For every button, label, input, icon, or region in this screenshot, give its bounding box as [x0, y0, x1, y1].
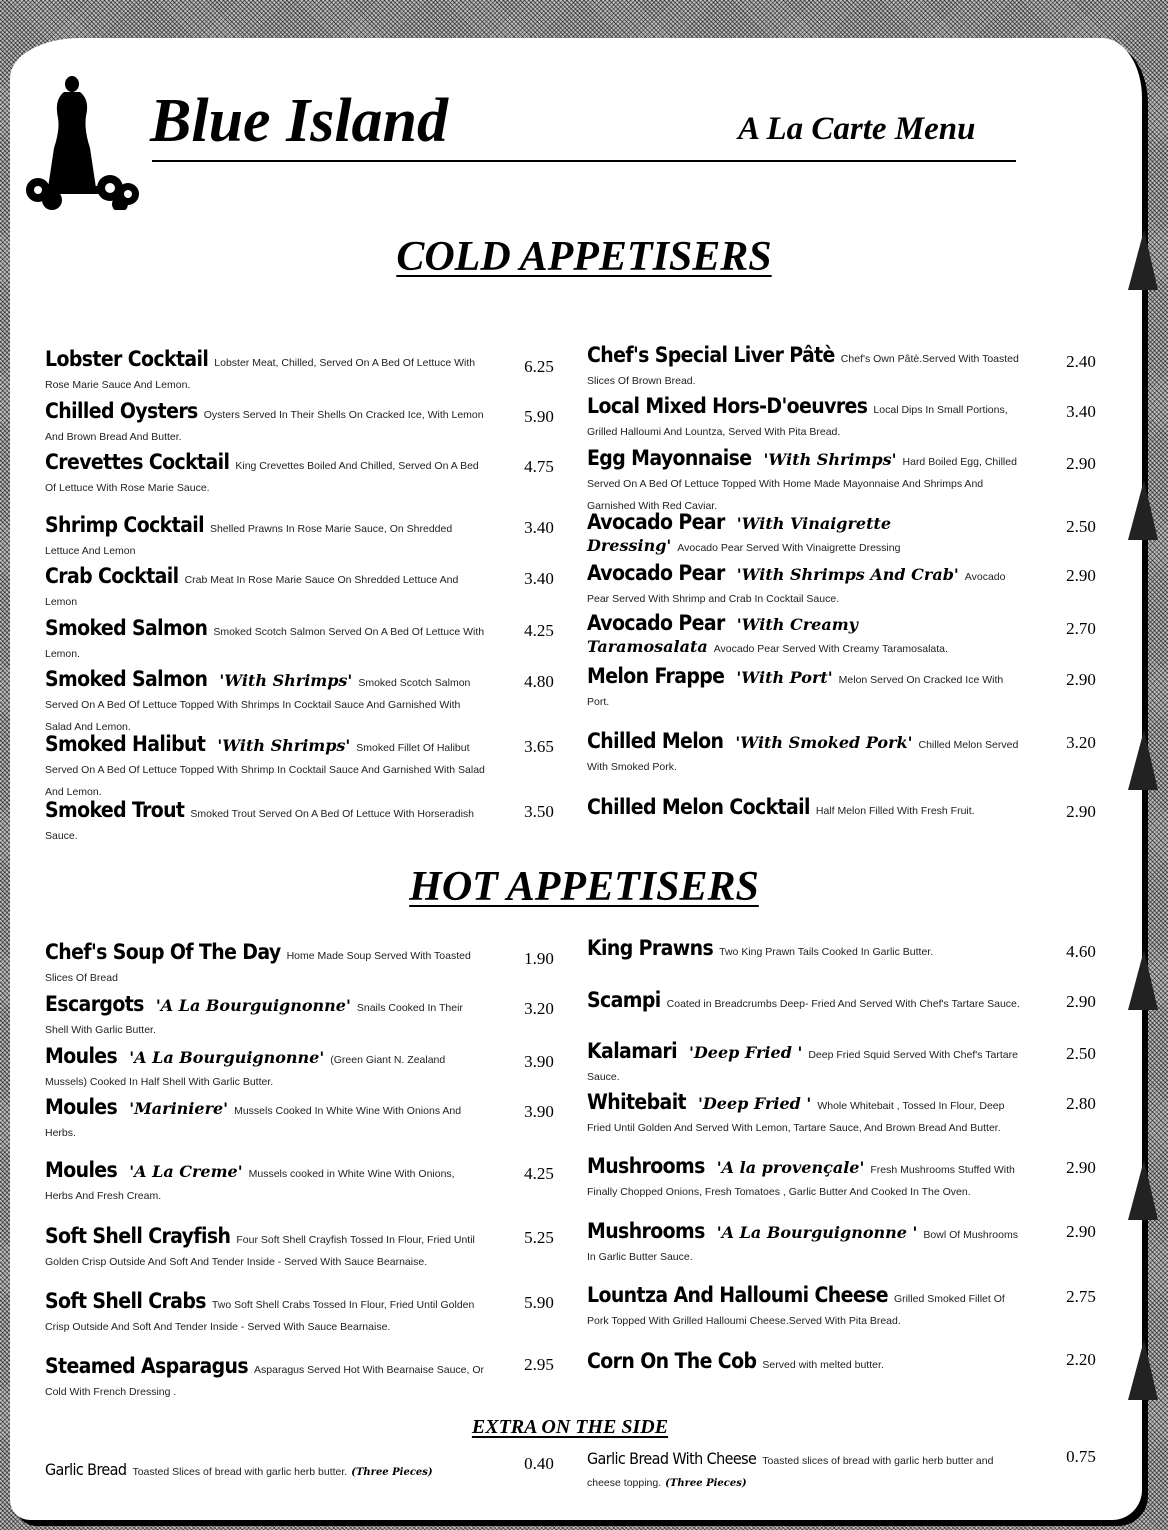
item-name: Chilled Melon: [587, 729, 724, 753]
menu-item: [45, 734, 485, 802]
menu-item: [587, 666, 1024, 712]
item-price: 4.80: [524, 672, 554, 691]
item-style: 'A La Bourguignonne ': [716, 1223, 918, 1242]
item-price: 5.25: [524, 1228, 554, 1247]
item-desc: Mussels cooked in White Wine With Onions, Herbs And Fresh Cream.: [45, 1168, 455, 1202]
menu-item: [587, 512, 1024, 558]
item-price: 4.60: [1066, 942, 1096, 961]
item-desc: Mussels Cooked In White Wine With Onions And Herbs.: [45, 1105, 462, 1139]
item-price: 2.90: [1066, 802, 1096, 821]
item-desc: Crab Meat In Rose Marie Sauce On Shredded Lettuce And Lemon: [45, 574, 459, 608]
menu-item: [587, 1041, 1024, 1087]
menu-item: [45, 1356, 485, 1402]
item-name: Garlic Bread With Cheese: [587, 1449, 757, 1468]
item-style: 'A la provençale': [716, 1158, 865, 1177]
menu-item: [587, 345, 1024, 391]
item-desc: Coated in Breadcrumbs Deep- Fried And Served With Chef's Tartare Sauce.: [666, 998, 1020, 1010]
item-name: Whitebait: [587, 1090, 686, 1114]
item-price: 2.50: [1066, 1044, 1096, 1063]
item-desc: King Crevettes Boiled And Chilled, Served On A Bed Of Lettuce With Rose Marie Sauce.: [45, 460, 479, 494]
item-style: 'Mariniere': [129, 1099, 229, 1118]
item-desc: Whole Whitebait , Tossed In Flour, Deep Fried Until Golden And Served With Lemon, Tartare Sauce, And Brown Bread And Butter.: [587, 1100, 1005, 1134]
menu-item: [45, 1226, 485, 1272]
item-desc: Four Soft Shell Crayfish Tossed In Flour, Fried Until Golden Crisp Outside And Soft And Tender Inside - Served With Sauce Bearnaise.: [45, 1234, 475, 1268]
restaurant-title: Blue Island: [150, 87, 449, 155]
menu-item: [45, 994, 485, 1040]
item-name: Soft Shell Crabs: [45, 1289, 206, 1313]
item-price: 2.80: [1066, 1094, 1096, 1113]
item-style: 'A La Bourguignonne': [129, 1048, 325, 1067]
item-style: 'With Shrimps': [217, 736, 351, 755]
item-style: (Three Pieces): [351, 1467, 433, 1478]
menu-item: [45, 800, 485, 846]
menu-subtitle: A La Carte Menu: [738, 111, 976, 147]
menu-item: [45, 349, 485, 395]
menu-item: [45, 1160, 485, 1206]
menu-item: [45, 618, 485, 664]
item-price: 1.90: [524, 949, 554, 968]
item-desc: Melon Served On Cracked Ice With Port.: [587, 674, 1004, 708]
item-desc: Asparagus Served Hot With Bearnaise Sauce, Or Cold With French Dressing .: [45, 1364, 484, 1398]
item-style: 'With Vinaigrette Dressing': [587, 514, 892, 555]
item-price: 2.75: [1066, 1287, 1096, 1306]
item-name: Soft Shell Crayfish: [45, 1224, 231, 1248]
item-name: Scampi: [587, 988, 661, 1012]
item-desc: Chilled Melon Served With Smoked Pork.: [587, 739, 1019, 773]
menu-item: [587, 1221, 1024, 1267]
item-price: 4.75: [524, 457, 554, 476]
item-name: Moules: [45, 1095, 118, 1119]
item-price: 3.90: [524, 1102, 554, 1121]
item-desc: Oysters Served In Their Shells On Cracked Ice, With Lemon And Brown Bread And Butter.: [45, 409, 484, 443]
menu-item: [587, 396, 1024, 442]
menu-item: [587, 1285, 1024, 1331]
item-price: 2.90: [1066, 454, 1096, 473]
item-price: 3.40: [524, 569, 554, 588]
item-desc: Hard Boiled Egg, Chilled Served On A Bed Of Lettuce Topped With Home Made Mayonnaise And Shrimps And Garnished With Red Caviar.: [587, 456, 1017, 512]
menu-item: [45, 401, 485, 447]
item-price: 5.90: [524, 1293, 554, 1312]
item-name: Crevettes Cocktail: [45, 450, 230, 474]
paper-edge-shadow: [1128, 150, 1156, 1520]
item-name: Escargots: [45, 992, 144, 1016]
menu-item: [45, 669, 485, 737]
menu-item: [587, 990, 1024, 1014]
menu-item: [587, 1156, 1024, 1202]
item-name: Garlic Bread: [45, 1460, 127, 1479]
item-desc: Half Melon Filled With Fresh Fruit.: [815, 805, 975, 817]
cold-section-heading: [0, 236, 1168, 278]
item-price: 3.50: [524, 802, 554, 821]
item-price: 2.90: [1066, 670, 1096, 689]
item-style: 'With Port': [736, 668, 833, 687]
item-desc: Bowl Of Mushrooms In Garlic Butter Sauce.: [587, 1229, 1018, 1263]
item-price: 3.65: [524, 737, 554, 756]
menu-item: [45, 1291, 485, 1337]
menu-item: [587, 613, 1024, 659]
item-style: 'A La Bourguignonne': [155, 996, 351, 1015]
menu-item: [45, 515, 485, 561]
item-name: King Prawns: [587, 936, 714, 960]
item-name: Moules: [45, 1158, 118, 1182]
item-name: Chef's Special Liver Pâtè: [587, 343, 835, 367]
item-name: Avocado Pear: [587, 510, 725, 534]
item-desc: Smoked Scotch Salmon Served On A Bed Of Lettuce With Lemon.: [45, 626, 485, 660]
item-desc: Deep Fried Squid Served With Chef's Tartare Sauce.: [587, 1049, 1018, 1083]
item-name: Chilled Melon Cocktail: [587, 795, 810, 819]
item-price: 3.90: [524, 1052, 554, 1071]
hot-section-heading: [0, 866, 1168, 908]
item-name: Melon Frappe: [587, 664, 725, 688]
item-desc: Local Dips In Small Portions, Grilled Halloumi And Lountza, Served With Pita Bread.: [587, 404, 1008, 438]
item-price: 2.90: [1066, 992, 1096, 1011]
item-price: 3.20: [524, 999, 554, 1018]
item-style: 'With Smoked Pork': [735, 733, 913, 752]
menu-item: [45, 1046, 485, 1092]
menu-item: [45, 1459, 485, 1482]
menu-item: [587, 1092, 1024, 1138]
item-price: 2.90: [1066, 566, 1096, 585]
item-price: 4.25: [524, 621, 554, 640]
item-desc: Toasted Slices of bread with garlic herb butter.: [132, 1466, 348, 1478]
item-desc: Avocado Pear Served With Shrimp and Crab In Cocktail Sauce.: [587, 571, 1006, 605]
menu-item: [45, 566, 485, 612]
item-name: Smoked Salmon: [45, 667, 208, 691]
item-desc: Served with melted butter.: [762, 1359, 884, 1371]
item-style: 'Deep Fried ': [698, 1094, 812, 1113]
item-desc: Smoked Fillet Of Halibut Served On A Bed Of Lettuce Topped With Shrimp In Cocktail Sauce And Garnished With Salad And Lemon.: [45, 742, 485, 798]
menu-item: [587, 1351, 1024, 1375]
menu-item: [45, 452, 485, 498]
menu-item: [587, 731, 1024, 777]
item-desc: Toasted slices of bread with garlic herb butter and cheese topping.: [587, 1455, 994, 1489]
item-name: Crab Cocktail: [45, 564, 179, 588]
item-name: Lobster Cocktail: [45, 347, 209, 371]
menu-item: [45, 1097, 485, 1143]
item-desc: (Green Giant N. Zealand Mussels) Cooked In Half Shell With Garlic Butter.: [45, 1054, 446, 1088]
menu-item: [587, 563, 1024, 609]
item-name: Avocado Pear: [587, 611, 725, 635]
item-price: 3.40: [1066, 402, 1096, 421]
item-desc: Avocado Pear Served With Creamy Taramosalata.: [713, 643, 948, 655]
item-price: 2.90: [1066, 1158, 1096, 1177]
item-price: 2.95: [524, 1355, 554, 1374]
item-name: Chef's Soup Of The Day: [45, 940, 281, 964]
item-desc: Lobster Meat, Chilled, Served On A Bed Of Lettuce With Rose Marie Sauce And Lemon.: [45, 357, 476, 391]
item-desc: Chef's Own Pâtè.Served With Toasted Slices Of Brown Bread.: [587, 353, 1019, 387]
item-style: 'A La Creme': [129, 1162, 243, 1181]
item-name: Local Mixed Hors-D'oeuvres: [587, 394, 868, 418]
item-name: Shrimp Cocktail: [45, 513, 204, 537]
item-desc: Avocado Pear Served With Vinaigrette Dressing: [677, 542, 901, 554]
menu-item: [587, 1448, 1024, 1493]
item-price: 2.70: [1066, 619, 1096, 638]
item-desc: Smoked Trout Served On A Bed Of Lettuce With Horseradish Sauce.: [45, 808, 474, 842]
item-name: Moules: [45, 1044, 118, 1068]
item-price: 2.90: [1066, 1222, 1096, 1241]
title-rule: [152, 160, 1016, 162]
item-name: Smoked Halibut: [45, 732, 206, 756]
item-price: 2.20: [1066, 1350, 1096, 1369]
item-name: Mushrooms: [587, 1219, 705, 1243]
menu-item: [587, 448, 1024, 516]
item-desc: Fresh Mushrooms Stuffed With Finally Chopped Onions, Fresh Tomatoes , Garlic Butter And Cooked In The Oven.: [587, 1164, 1015, 1198]
item-style: (Three Pieces): [665, 1478, 747, 1489]
item-name: Steamed Asparagus: [45, 1354, 249, 1378]
item-desc: Smoked Scotch Salmon Served On A Bed Of Lettuce Topped With Shrimps In Cocktail Sauce And Garnished With Salad And Lemon.: [45, 677, 471, 733]
item-desc: Two Soft Shell Crabs Tossed In Flour, Fried Until Golden Crisp Outside And Soft And Tender Inside - Served With Sauce Bearnaise.: [45, 1299, 475, 1333]
item-price: 3.20: [1066, 733, 1096, 752]
item-desc: Grilled Smoked Fillet Of Pork Topped With Grilled Halloumi Cheese.Served With Pita Bread.: [587, 1293, 1005, 1327]
item-name: Chilled Oysters: [45, 399, 198, 423]
item-price: 2.50: [1066, 517, 1096, 536]
statue-logo-icon: [24, 70, 144, 210]
item-price: 2.40: [1066, 352, 1096, 371]
item-name: Egg Mayonnaise: [587, 446, 752, 470]
item-name: Mushrooms: [587, 1154, 705, 1178]
item-style: 'Deep Fried ': [689, 1043, 803, 1062]
item-name: Avocado Pear: [587, 561, 725, 585]
item-name: Kalamari: [587, 1039, 678, 1063]
extra-heading-text: EXTRA ON THE SIDE: [471, 1416, 669, 1438]
extra-section-heading: [0, 1417, 1140, 1437]
item-style: 'With Shrimps And Crab': [736, 565, 959, 584]
item-style: 'With Shrimps': [763, 450, 897, 469]
item-style: 'With Creamy Taramosalata: [587, 615, 858, 656]
item-price: 0.75: [1066, 1447, 1096, 1466]
item-price: 6.25: [524, 357, 554, 376]
item-price: 3.40: [524, 518, 554, 537]
item-desc: Two King Prawn Tails Cooked In Garlic Butter.: [719, 946, 934, 958]
item-price: 0.40: [524, 1454, 554, 1473]
item-desc: Shelled Prawns In Rose Marie Sauce, On Shredded Lettuce And Lemon: [45, 523, 453, 557]
item-name: Smoked Trout: [45, 798, 185, 822]
item-name: Corn On The Cob: [587, 1349, 757, 1373]
hot-heading-text: HOT APPETISERS: [409, 864, 759, 910]
menu-item: [587, 797, 1024, 821]
item-price: 5.90: [524, 407, 554, 426]
item-name: Smoked Salmon: [45, 616, 208, 640]
cold-heading-text: COLD APPETISERS: [396, 234, 772, 280]
menu-item: [45, 942, 485, 988]
item-desc: Home Made Soup Served With Toasted Slices Of Bread: [45, 950, 471, 984]
item-name: Lountza And Halloumi Cheese: [587, 1283, 888, 1307]
menu-item: [587, 938, 1024, 962]
item-price: 4.25: [524, 1164, 554, 1183]
item-desc: Snails Cooked In Their Shell With Garlic Butter.: [45, 1002, 463, 1036]
item-style: 'With Shrimps': [219, 671, 353, 690]
